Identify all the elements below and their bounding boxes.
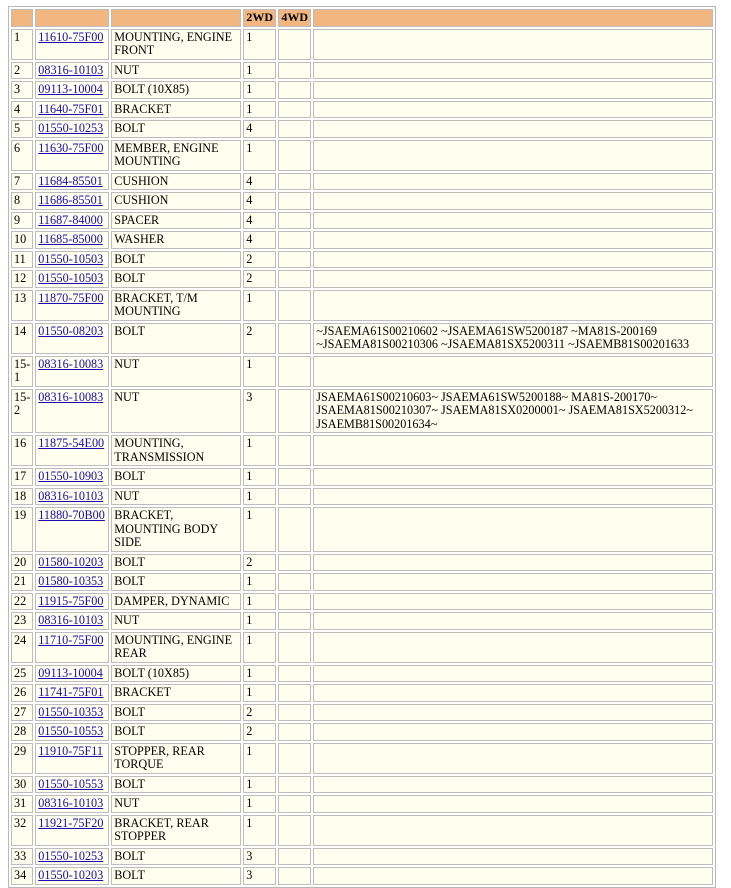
- part-number-cell: [35, 704, 109, 722]
- qty-4wd: [278, 573, 311, 591]
- part-number-cell: [35, 140, 109, 171]
- item-number: 22: [11, 593, 33, 611]
- part-description: BOLT: [111, 573, 241, 591]
- part-description: MEMBER, ENGINE MOUNTING: [111, 140, 241, 171]
- part-description: BRACKET: [111, 684, 241, 702]
- qty-2wd: 3: [243, 389, 276, 434]
- part-description: CUSHION: [111, 192, 241, 210]
- qty-4wd: [278, 795, 311, 813]
- part-number-link[interactable]: 11875-54E00: [38, 436, 105, 450]
- table-row: [11, 231, 713, 249]
- table-row: [11, 468, 713, 486]
- part-number-cell: [35, 323, 109, 354]
- qty-4wd: [278, 356, 311, 387]
- part-description: BRACKET: [111, 101, 241, 119]
- part-description: BOLT: [111, 323, 241, 354]
- qty-4wd: [278, 743, 311, 774]
- remarks: [313, 723, 713, 741]
- item-number: 17: [11, 468, 33, 486]
- part-number-link[interactable]: 01550-10203: [38, 868, 104, 882]
- item-number: 21: [11, 573, 33, 591]
- part-description: NUT: [111, 389, 241, 434]
- table-row: [11, 270, 713, 288]
- remarks: [313, 665, 713, 683]
- qty-4wd: [278, 389, 311, 434]
- remarks: [313, 468, 713, 486]
- header-part-number: [35, 9, 109, 27]
- qty-2wd: 1: [243, 356, 276, 387]
- parts-table: [8, 6, 716, 888]
- item-number: 29: [11, 743, 33, 774]
- part-number-cell: [35, 192, 109, 210]
- qty-2wd: 1: [243, 507, 276, 552]
- qty-2wd: 1: [243, 29, 276, 60]
- qty-4wd: [278, 231, 311, 249]
- table-row: [11, 743, 713, 774]
- part-number-cell: [35, 231, 109, 249]
- header-4wd: 4WD: [278, 9, 311, 27]
- table-row: [11, 632, 713, 663]
- qty-2wd: 1: [243, 612, 276, 630]
- part-number-link[interactable]: 01550-10253: [38, 121, 104, 135]
- part-number-link[interactable]: 09113-10004: [38, 665, 103, 680]
- remarks: [313, 815, 713, 846]
- part-number-link[interactable]: 01550-10903: [38, 469, 104, 483]
- item-number: 18: [11, 488, 33, 506]
- qty-4wd: [278, 593, 311, 611]
- item-number: 28: [11, 723, 33, 741]
- qty-4wd: [278, 140, 311, 171]
- qty-4wd: [278, 554, 311, 572]
- item-number: 3: [11, 81, 33, 99]
- part-number-link[interactable]: 08316-10083: [38, 356, 104, 371]
- qty-4wd: [278, 120, 311, 138]
- header-description: [111, 9, 241, 27]
- item-number: 33: [11, 848, 33, 866]
- remarks: JSAEMA61S00210603~ JSAEMA61SW5200188~ MA81S-200170~ JSAEMA81S00210307~ JSAEMA81SX0200001~ JSAEMA81SX5200312~ JSAEMB81S00201634~: [313, 389, 713, 434]
- qty-2wd: 1: [243, 435, 276, 466]
- part-number-link[interactable]: 08316-10103: [38, 62, 104, 77]
- part-description: BOLT: [111, 468, 241, 486]
- part-number-link[interactable]: 01550-10553: [38, 724, 104, 738]
- table-row: [11, 684, 713, 702]
- item-number: 24: [11, 632, 33, 663]
- remarks: [313, 120, 713, 138]
- part-description: NUT: [111, 488, 241, 506]
- item-number: 7: [11, 173, 33, 191]
- part-number-link[interactable]: 11640-75F01: [38, 101, 104, 116]
- part-description: CUSHION: [111, 173, 241, 191]
- part-number-cell: [35, 29, 109, 60]
- qty-2wd: 1: [243, 468, 276, 486]
- remarks: [313, 612, 713, 630]
- table-row: [11, 29, 713, 60]
- part-description: SPACER: [111, 212, 241, 230]
- qty-2wd: 1: [243, 665, 276, 683]
- part-number-cell: [35, 723, 109, 741]
- item-number: 27: [11, 704, 33, 722]
- item-number: 4: [11, 101, 33, 119]
- part-description: BRACKET, T/M MOUNTING: [111, 290, 241, 321]
- remarks: [313, 290, 713, 321]
- remarks: [313, 29, 713, 60]
- qty-4wd: [278, 212, 311, 230]
- qty-2wd: 1: [243, 573, 276, 591]
- table-row: [11, 356, 713, 387]
- part-number-link[interactable]: 11915-75F00: [38, 593, 104, 608]
- item-number: 16: [11, 435, 33, 466]
- part-description: BOLT: [111, 776, 241, 794]
- item-number: 9: [11, 212, 33, 230]
- item-number: 20: [11, 554, 33, 572]
- part-description: DAMPER, DYNAMIC: [111, 593, 241, 611]
- qty-4wd: [278, 612, 311, 630]
- table-row: [11, 120, 713, 138]
- part-description: WASHER: [111, 231, 241, 249]
- part-number-link[interactable]: 11686-85501: [38, 193, 103, 207]
- qty-2wd: 2: [243, 251, 276, 269]
- table-row: [11, 507, 713, 552]
- qty-2wd: 1: [243, 140, 276, 171]
- part-number-link[interactable]: 01550-10503: [38, 271, 104, 285]
- part-number-link[interactable]: 11610-75F00: [38, 29, 104, 44]
- item-number: 10: [11, 231, 33, 249]
- part-number-cell: [35, 554, 109, 572]
- part-number-link[interactable]: 08316-10103: [38, 488, 104, 503]
- qty-4wd: [278, 29, 311, 60]
- qty-4wd: [278, 632, 311, 663]
- part-number-link[interactable]: 11741-75F01: [38, 685, 104, 699]
- item-number: 31: [11, 795, 33, 813]
- part-description: BOLT: [111, 867, 241, 885]
- table-row: [11, 101, 713, 119]
- remarks: [313, 356, 713, 387]
- table-row: [11, 192, 713, 210]
- item-number: 5: [11, 120, 33, 138]
- part-number-link[interactable]: 11710-75F00: [38, 632, 104, 647]
- remarks: [313, 140, 713, 171]
- part-number-cell: [35, 101, 109, 119]
- part-number-cell: [35, 251, 109, 269]
- part-number-cell: [35, 684, 109, 702]
- qty-4wd: [278, 867, 311, 885]
- table-row: [11, 140, 713, 171]
- part-number-link[interactable]: 01550-10553: [38, 776, 104, 791]
- qty-2wd: 1: [243, 62, 276, 80]
- qty-4wd: [278, 507, 311, 552]
- qty-4wd: [278, 81, 311, 99]
- qty-2wd: 1: [243, 776, 276, 794]
- qty-2wd: 1: [243, 815, 276, 846]
- qty-2wd: 1: [243, 488, 276, 506]
- table-row: [11, 173, 713, 191]
- part-number-link[interactable]: 11684-85501: [38, 173, 103, 188]
- qty-4wd: [278, 290, 311, 321]
- qty-4wd: [278, 62, 311, 80]
- item-number: 15-1: [11, 356, 33, 387]
- qty-4wd: [278, 101, 311, 119]
- part-number-cell: [35, 815, 109, 846]
- part-number-link[interactable]: 11685-85000: [38, 232, 103, 246]
- item-number: 34: [11, 867, 33, 885]
- part-number-cell: [35, 435, 109, 466]
- qty-2wd: 1: [243, 684, 276, 702]
- item-number: 14: [11, 323, 33, 354]
- part-number-link[interactable]: 11630-75F00: [38, 140, 104, 155]
- remarks: [313, 101, 713, 119]
- qty-4wd: [278, 435, 311, 466]
- remarks: [313, 251, 713, 269]
- part-number-cell: [35, 507, 109, 552]
- remarks: [313, 848, 713, 866]
- table-row: [11, 81, 713, 99]
- qty-2wd: 1: [243, 101, 276, 119]
- remarks: [313, 231, 713, 249]
- part-number-link[interactable]: 09113-10004: [38, 82, 103, 96]
- qty-2wd: 2: [243, 723, 276, 741]
- table-row: [11, 212, 713, 230]
- part-description: BOLT: [111, 120, 241, 138]
- table-row: [11, 554, 713, 572]
- qty-2wd: 4: [243, 212, 276, 230]
- part-number-cell: [35, 62, 109, 80]
- part-number-link[interactable]: 01550-10353: [38, 704, 104, 719]
- part-description: MOUNTING, ENGINE REAR: [111, 632, 241, 663]
- table-row: [11, 573, 713, 591]
- part-description: BRACKET, REAR STOPPER: [111, 815, 241, 846]
- qty-2wd: 1: [243, 632, 276, 663]
- table-body: [11, 29, 713, 885]
- part-number-cell: [35, 612, 109, 630]
- table-row: [11, 815, 713, 846]
- remarks: [313, 62, 713, 80]
- item-number: 1: [11, 29, 33, 60]
- qty-2wd: 4: [243, 231, 276, 249]
- item-number: 23: [11, 612, 33, 630]
- item-number: 15-2: [11, 389, 33, 434]
- remarks: [313, 488, 713, 506]
- part-description: MOUNTING, ENGINE FRONT: [111, 29, 241, 60]
- part-number-cell: [35, 81, 109, 99]
- qty-2wd: 1: [243, 743, 276, 774]
- qty-4wd: [278, 323, 311, 354]
- header-no: [11, 9, 33, 27]
- qty-4wd: [278, 192, 311, 210]
- remarks: [313, 795, 713, 813]
- remarks: [313, 435, 713, 466]
- part-description: BOLT (10X85): [111, 81, 241, 99]
- qty-2wd: 1: [243, 81, 276, 99]
- table-row: [11, 435, 713, 466]
- part-number-cell: [35, 795, 109, 813]
- qty-2wd: 1: [243, 290, 276, 321]
- table-row: [11, 323, 713, 354]
- part-description: BOLT (10X85): [111, 665, 241, 683]
- part-number-link[interactable]: 08316-10103: [38, 613, 104, 627]
- remarks: [313, 573, 713, 591]
- part-description: NUT: [111, 612, 241, 630]
- qty-2wd: 4: [243, 192, 276, 210]
- table-row: [11, 776, 713, 794]
- part-description: BOLT: [111, 554, 241, 572]
- qty-2wd: 2: [243, 554, 276, 572]
- item-number: 8: [11, 192, 33, 210]
- remarks: [313, 743, 713, 774]
- part-number-cell: [35, 212, 109, 230]
- part-number-link[interactable]: 11870-75F00: [38, 290, 104, 305]
- item-number: 12: [11, 270, 33, 288]
- part-number-link[interactable]: 01580-10203: [38, 554, 104, 569]
- qty-4wd: [278, 488, 311, 506]
- table-row: [11, 867, 713, 885]
- item-number: 11: [11, 251, 33, 269]
- part-number-cell: [35, 120, 109, 138]
- item-number: 26: [11, 684, 33, 702]
- part-description: MOUNTING, TRANSMISSION: [111, 435, 241, 466]
- remarks: [313, 632, 713, 663]
- qty-4wd: [278, 173, 311, 191]
- header-remarks: [313, 9, 713, 27]
- part-description: BRACKET, MOUNTING BODY SIDE: [111, 507, 241, 552]
- qty-4wd: [278, 684, 311, 702]
- remarks: [313, 173, 713, 191]
- part-description: STOPPER, REAR TORQUE: [111, 743, 241, 774]
- remarks: [313, 212, 713, 230]
- table-row: [11, 795, 713, 813]
- part-description: BOLT: [111, 723, 241, 741]
- item-number: 13: [11, 290, 33, 321]
- item-number: 30: [11, 776, 33, 794]
- part-number-cell: [35, 632, 109, 663]
- table-row: [11, 723, 713, 741]
- remarks: [313, 554, 713, 572]
- qty-4wd: [278, 776, 311, 794]
- qty-2wd: 1: [243, 593, 276, 611]
- qty-2wd: 3: [243, 848, 276, 866]
- qty-2wd: 2: [243, 704, 276, 722]
- part-description: BOLT: [111, 270, 241, 288]
- qty-4wd: [278, 665, 311, 683]
- part-number-link[interactable]: 01550-08203: [38, 323, 104, 338]
- table-row: [11, 704, 713, 722]
- table-row: [11, 488, 713, 506]
- remarks: [313, 776, 713, 794]
- qty-4wd: [278, 723, 311, 741]
- qty-4wd: [278, 468, 311, 486]
- part-number-cell: [35, 573, 109, 591]
- qty-2wd: 3: [243, 867, 276, 885]
- part-number-cell: [35, 389, 109, 434]
- part-number-link[interactable]: 11880-70B00: [38, 508, 105, 522]
- part-number-cell: [35, 270, 109, 288]
- table-row: [11, 290, 713, 321]
- remarks: [313, 507, 713, 552]
- qty-4wd: [278, 848, 311, 866]
- qty-2wd: 4: [243, 173, 276, 191]
- qty-4wd: [278, 815, 311, 846]
- item-number: 32: [11, 815, 33, 846]
- part-number-cell: [35, 848, 109, 866]
- table-row: [11, 251, 713, 269]
- part-number-link[interactable]: 11921-75F20: [38, 815, 104, 830]
- qty-4wd: [278, 270, 311, 288]
- part-number-cell: [35, 743, 109, 774]
- part-description: NUT: [111, 356, 241, 387]
- qty-2wd: 1: [243, 795, 276, 813]
- item-number: 19: [11, 507, 33, 552]
- part-number-cell: [35, 488, 109, 506]
- table-row: [11, 62, 713, 80]
- part-number-cell: [35, 665, 109, 683]
- qty-4wd: [278, 704, 311, 722]
- remarks: [313, 867, 713, 885]
- part-description: BOLT: [111, 848, 241, 866]
- part-number-cell: [35, 776, 109, 794]
- part-description: BOLT: [111, 251, 241, 269]
- part-number-cell: [35, 173, 109, 191]
- item-number: 25: [11, 665, 33, 683]
- header-2wd: 2WD: [243, 9, 276, 27]
- table-header-row: [11, 9, 713, 27]
- qty-4wd: [278, 251, 311, 269]
- part-description: BOLT: [111, 704, 241, 722]
- part-description: NUT: [111, 62, 241, 80]
- part-number-link[interactable]: 01550-10503: [38, 251, 104, 266]
- part-number-cell: [35, 593, 109, 611]
- remarks: [313, 192, 713, 210]
- remarks: [313, 270, 713, 288]
- part-description: NUT: [111, 795, 241, 813]
- table-row: [11, 612, 713, 630]
- part-number-cell: [35, 468, 109, 486]
- item-number: 6: [11, 140, 33, 171]
- part-number-link[interactable]: 08316-10103: [38, 796, 104, 810]
- table-row: [11, 593, 713, 611]
- part-number-cell: [35, 356, 109, 387]
- remarks: [313, 684, 713, 702]
- remarks: ~JSAEMA61S00210602 ~JSAEMA61SW5200187 ~MA81S-200169 ~JSAEMA81S00210306 ~JSAEMA81SX5200311 ~JSAEMB81S00201633: [313, 323, 713, 354]
- item-number: 2: [11, 62, 33, 80]
- part-number-link[interactable]: 08316-10083: [38, 389, 104, 404]
- part-number-link[interactable]: 11910-75F11: [38, 743, 104, 758]
- qty-2wd: 2: [243, 323, 276, 354]
- remarks: [313, 704, 713, 722]
- part-number-cell: [35, 290, 109, 321]
- part-number-link[interactable]: 01550-10253: [38, 848, 104, 863]
- qty-2wd: 2: [243, 270, 276, 288]
- remarks: [313, 81, 713, 99]
- part-number-link[interactable]: 11687-84000: [38, 212, 103, 227]
- table-row: [11, 848, 713, 866]
- part-number-cell: [35, 867, 109, 885]
- qty-2wd: 4: [243, 120, 276, 138]
- part-number-link[interactable]: 01580-10353: [38, 574, 104, 588]
- table-row: [11, 389, 713, 434]
- table-row: [11, 665, 713, 683]
- remarks: [313, 593, 713, 611]
